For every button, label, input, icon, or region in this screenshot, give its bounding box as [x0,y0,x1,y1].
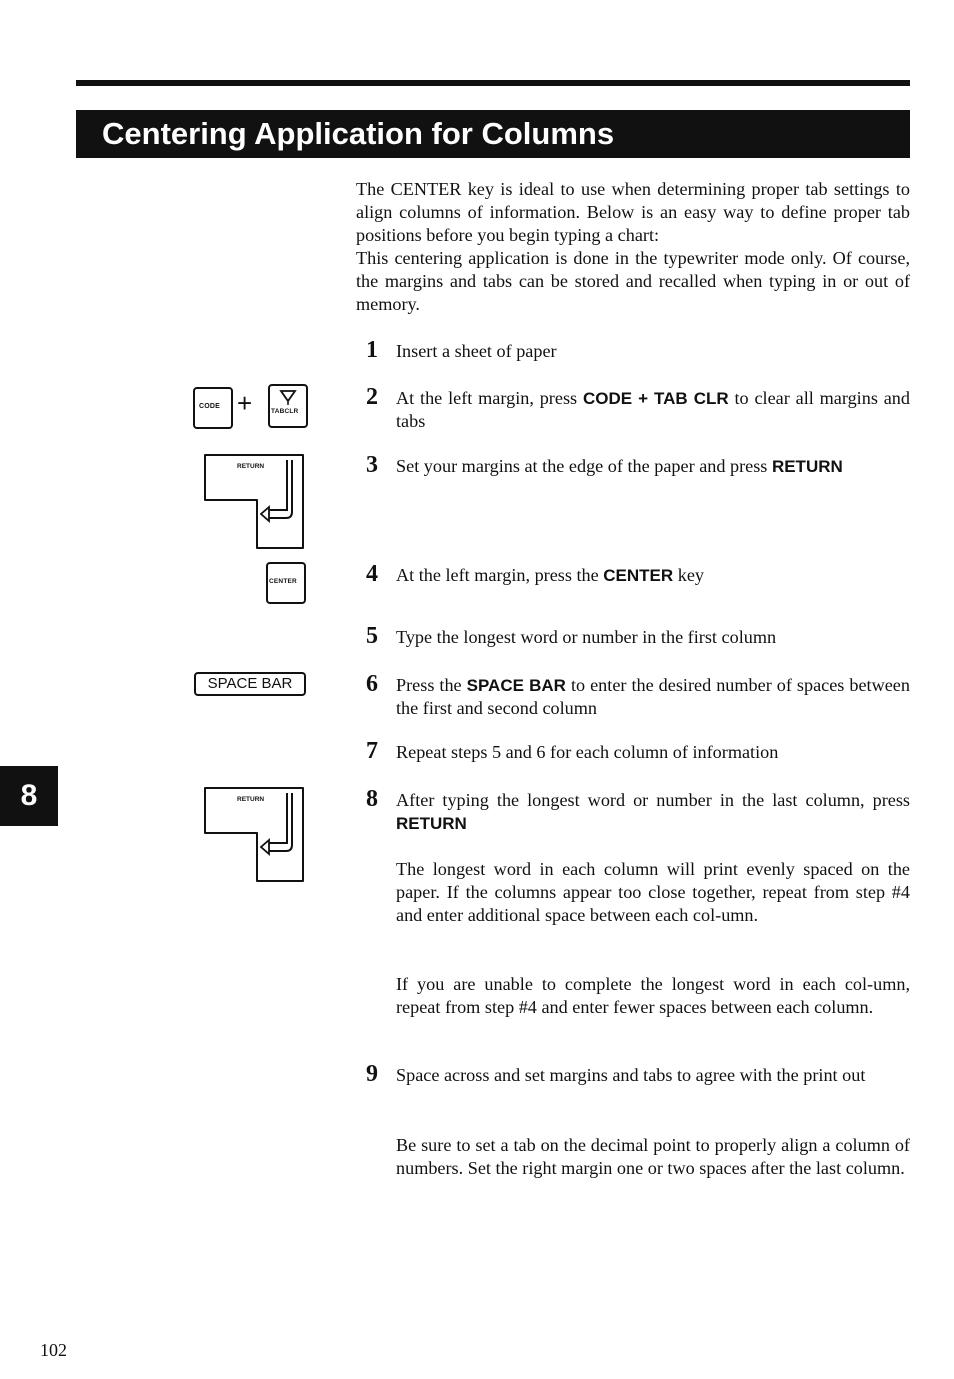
code-key-icon [193,387,233,429]
return-key-icon [203,785,307,885]
step-text: Type the longest word or number in the first column [396,627,777,647]
step-text: to enter the desired number of spaces between the first and second column [396,675,910,718]
intro-paragraph: This centering application is done in the typewriter mode only. Of course, the margins and tabs can be stored and recalled when typing in or out of memory. [356,248,910,314]
step-text: Press the [396,675,467,695]
page-number: 102 [40,1340,67,1360]
step-number: 1 [366,337,378,363]
step-4 [366,561,910,587]
key-name: RETURN [396,814,467,833]
step-number: 6 [366,671,378,697]
step-number: 7 [366,738,378,764]
note-text: If you are unable to complete the longest word in each col-umn, repeat from step #4 and enter fewer spaces between each column. [396,974,910,1017]
key-label: CENTER [269,578,297,585]
key-name: SPACE BAR [466,676,566,695]
key-label: TABCLR [271,408,299,415]
key-label: CODE [199,403,221,410]
step-number: 5 [366,623,378,649]
step-text: At the left margin, press [396,388,583,408]
step-text: At the left margin, press the [396,565,604,585]
title-bar [76,110,910,158]
key-label: RETURN [237,463,265,470]
note-paragraph [396,1134,910,1180]
key-name: RETURN [771,457,843,476]
step-6 [366,671,910,720]
note-text: Be sure to set a tab on the decimal point to properly align a column of numbers. Set the right margin one or two spaces after the last column. [396,1135,910,1178]
step-text: key [673,565,704,585]
step-2 [366,384,910,433]
step-5 [366,623,910,649]
step-text: to clear all margins and tabs [396,388,910,431]
step-number: 3 [366,452,378,478]
space-bar-key-icon [194,672,306,696]
step-number: 8 [366,786,378,812]
step-9 [366,1061,910,1087]
step-text: Repeat steps 5 and 6 for each column of information [396,742,779,762]
step-1 [366,337,910,363]
step-text: After typing the longest word or number in the last column, press [396,790,910,810]
down-arrow-icon [270,387,306,407]
top-rule [76,80,910,86]
step-number: 9 [366,1061,378,1087]
key-label: RETURN [237,796,265,803]
chapter-tab: 8 [0,766,58,826]
note-text: The longest word in each column will print evenly spaced on the paper. If the columns appear too close together, repeat from step #4 and enter additional space between each col-umn. [396,859,910,925]
key-name: CENTER [603,566,674,585]
step-3 [366,452,910,478]
tab-clr-key-icon [268,384,308,428]
step-8 [366,786,910,835]
step-text: Insert a sheet of paper [396,341,557,361]
page-title: Centering Application for Columns [102,116,615,151]
intro-paragraph: The CENTER key is ideal to use when determining proper tab settings to align columns of information. Below is an easy way to define proper tab positions before you begin typing a chart: [356,179,910,245]
step-number: 2 [366,384,378,410]
step-text: Set your margins at the edge of the paper and press [396,456,772,476]
plus-sign: + [237,388,253,418]
step-text: Space across and set margins and tabs to agree with the print out [396,1065,866,1085]
key-name: CODE + TAB CLR [582,389,729,408]
step-7 [366,738,910,764]
intro-text [356,178,910,316]
note-paragraph [396,973,910,1019]
key-label: SPACE BAR [207,675,293,692]
note-paragraph [396,858,910,927]
center-key-icon [266,562,306,604]
return-key-icon [203,452,307,552]
step-number: 4 [366,561,378,587]
